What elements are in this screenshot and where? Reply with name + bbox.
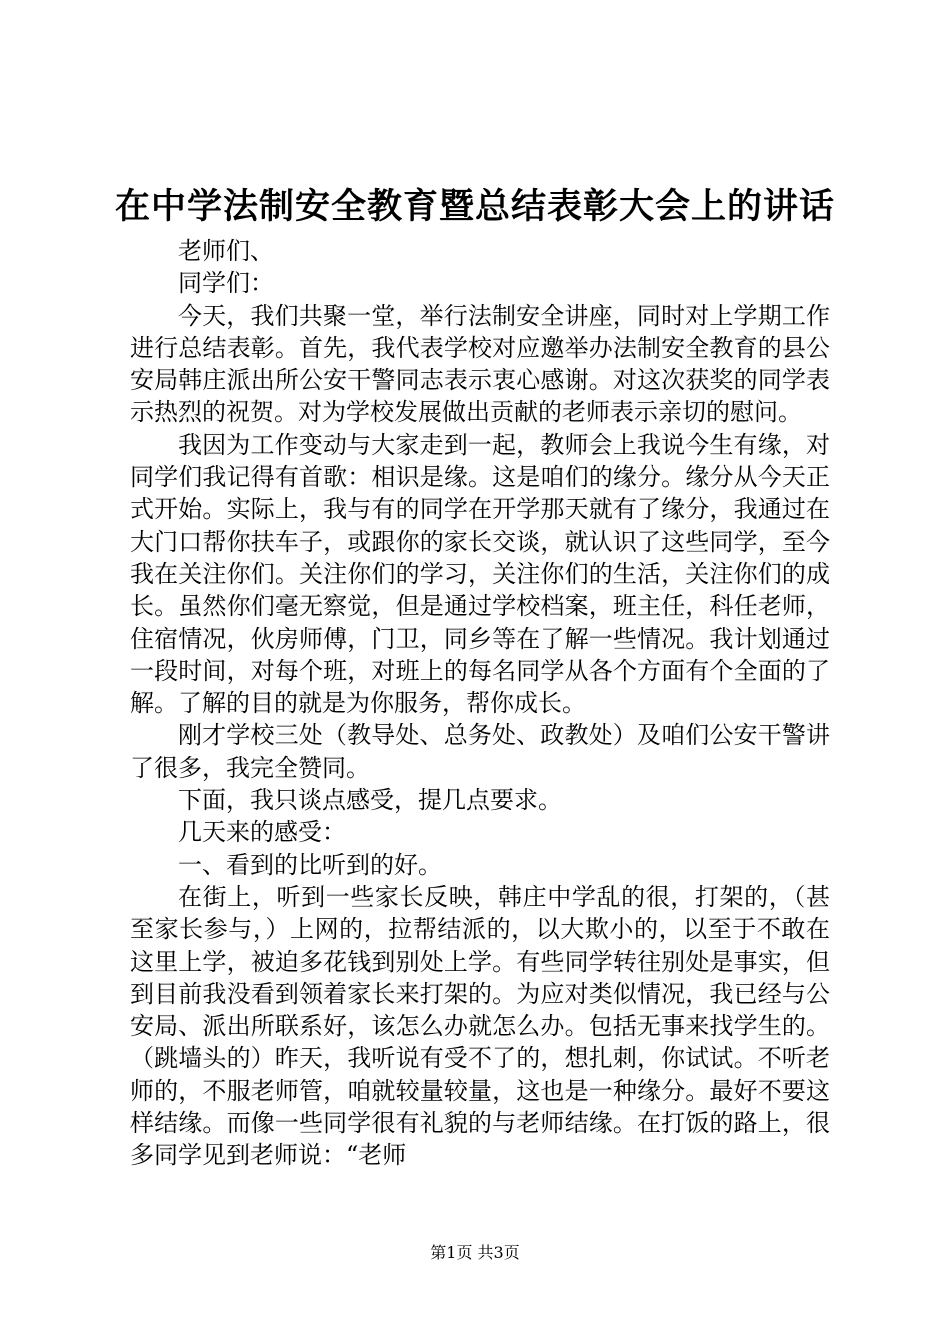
- salutation-students: 同学们：: [178, 269, 274, 298]
- paragraph-opening: 今天，我们共聚一堂，举行法制安全讲座，同时对上学期工作进行总结表彰。首先，我代表学校对应邀举办法制安全教育的县公安局韩庄派出所公安干警同志表示衷心感谢。对这次获奖的同学表示热烈的祝贺。对为学校发展做出贡献的老师表示亲切的慰问。: [130, 301, 830, 427]
- section-heading-one: 一、看到的比听到的好。: [178, 850, 442, 879]
- paragraph-introduction: 我因为工作变动与大家走到一起，教师会上我说今生有缘，对同学们我记得有首歌：相识是缘。这是咱们的缘分。缘分从今天正式开始。实际上，我与有的同学在开学那天就有了缘分，我通过在大门口帮你扶车子，或跟你的家长交谈，就认识了这些同学，至今我在关注你们。关注你们的学习，关注你们的生活，关注你们的成长。虽然你们毫无察觉，但是通过学校档案，班主任，科任老师，住宿情况，伙房师傅，门卫，同乡等在了解一些情况。我计划通过一段时间，对每个班，对班上的每名同学从各个方面有个全面的了解。了解的目的就是为你服务，帮你成长。: [130, 430, 830, 718]
- paragraph-agreement: 刚才学校三处（教导处、总务处、政教处）及咱们公安干警讲了很多，我完全赞同。: [130, 721, 830, 782]
- document-title: 在中学法制安全教育暨总结表彰大会上的讲话: [114, 186, 835, 227]
- document-body: [130, 235, 830, 1172]
- page-number-footer: 第1页 共3页: [430, 1243, 520, 1262]
- paragraph-outline: 下面，我只谈点感受，提几点要求。: [178, 786, 562, 815]
- salutation-teachers: 老师们、: [178, 237, 274, 265]
- paragraph-street-reports: 在街上，听到一些家长反映，韩庄中学乱的很，打架的，（甚至家长参与，）上网的，拉帮结派的，以大欺小的，以至于不敢在这里上学，被迫多花钱到别处上学。有些同学转往别处是事实，但到目前我没看到领着家长来打架的。为应对类似情况，我已经与公安局、派出所联系好，该怎么办就怎么办。包括无事来找学生的。（跳墙头的）昨天，我听说有受不了的，想扎刺，你试试。不听老师的，不服老师管，咱就较量较量，这也是一种缘分。最好不要这样结缘。而像一些同学很有礼貌的与老师结缘。在打饭的路上，很多同学见到老师说：“老师: [130, 882, 830, 1170]
- paragraph-feelings-heading: 几天来的感受：: [178, 818, 346, 847]
